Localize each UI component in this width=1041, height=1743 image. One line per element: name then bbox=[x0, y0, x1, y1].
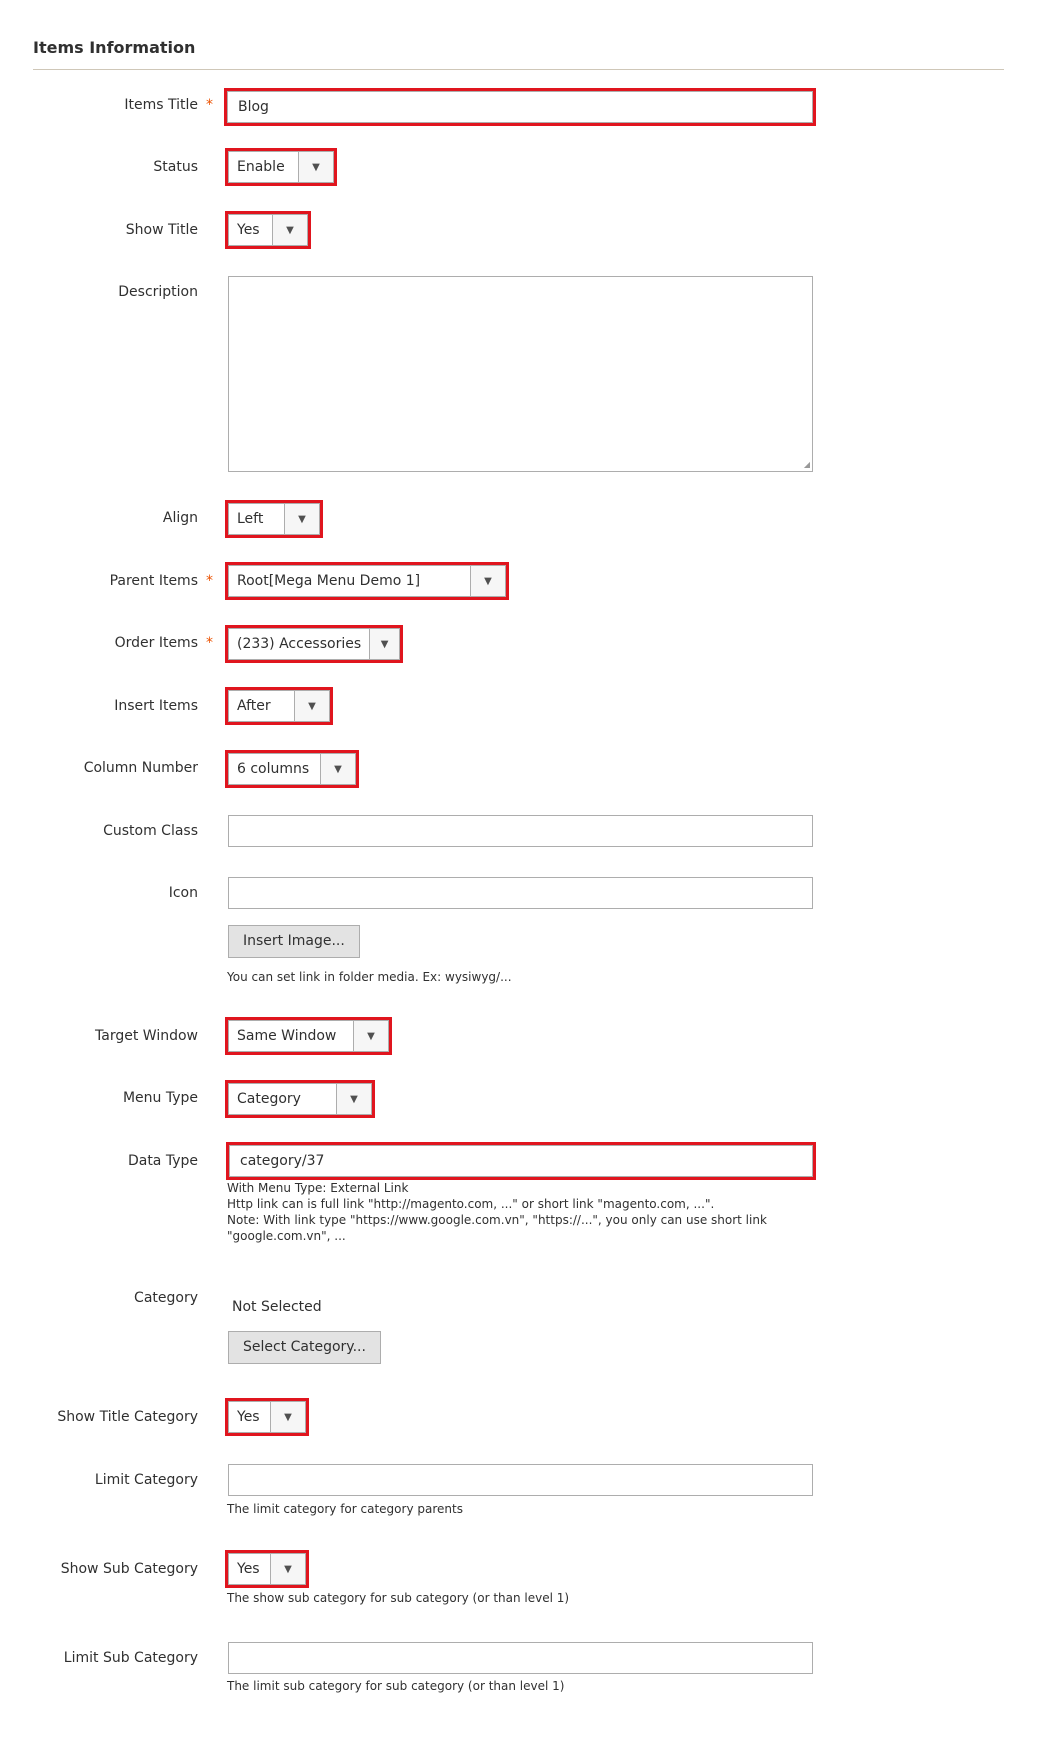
show-sub-category-label: Show Sub Category bbox=[60, 1561, 198, 1577]
show-title-category-select[interactable] bbox=[228, 1401, 306, 1433]
limit-sub-category-label: Limit Sub Category bbox=[63, 1650, 198, 1666]
chevron-down-icon: ▼ bbox=[270, 1554, 305, 1584]
target-window-label: Target Window bbox=[95, 1028, 198, 1044]
chevron-down-icon: ▼ bbox=[369, 629, 399, 659]
menu-type-select[interactable] bbox=[228, 1083, 372, 1115]
column-number-value: 6 columns bbox=[237, 761, 310, 777]
required-marker: * bbox=[206, 573, 213, 589]
data-type-input[interactable]: category/37 bbox=[229, 1145, 813, 1177]
chevron-down-icon: ▼ bbox=[272, 215, 307, 245]
status-label: Status bbox=[153, 159, 198, 175]
align-label: Align bbox=[162, 510, 198, 526]
insert-image-button[interactable]: Insert Image... bbox=[228, 925, 360, 958]
required-marker: * bbox=[206, 97, 213, 113]
custom-class-input[interactable] bbox=[228, 815, 813, 847]
items-title-input[interactable]: Blog bbox=[227, 91, 813, 123]
select-category-button[interactable]: Select Category... bbox=[228, 1331, 381, 1364]
insert-items-label: Insert Items bbox=[114, 698, 198, 714]
items-title-label: Items Title bbox=[124, 97, 198, 113]
order-items-label: Order Items bbox=[114, 635, 198, 651]
show-title-select[interactable] bbox=[228, 214, 308, 246]
chevron-down-icon: ▼ bbox=[284, 504, 319, 534]
resize-grip-icon[interactable]: ◢ bbox=[803, 460, 810, 469]
section-title: Items Information bbox=[33, 38, 196, 57]
parent-items-select[interactable] bbox=[228, 565, 506, 597]
category-label: Category bbox=[134, 1290, 198, 1306]
parent-items-label: Parent Items bbox=[109, 573, 198, 589]
status-select[interactable] bbox=[228, 151, 334, 183]
target-window-select[interactable] bbox=[228, 1020, 389, 1052]
limit-category-label: Limit Category bbox=[94, 1472, 198, 1488]
data-type-note-line: With Menu Type: External Link bbox=[227, 1181, 409, 1195]
limit-sub-category-input[interactable] bbox=[228, 1642, 813, 1674]
show-title-label: Show Title bbox=[125, 222, 198, 238]
icon-input[interactable] bbox=[228, 877, 813, 909]
data-type-note bbox=[227, 1180, 767, 1244]
chevron-down-icon: ▼ bbox=[320, 754, 355, 784]
category-value: Not Selected bbox=[232, 1299, 322, 1315]
show-sub-category-note: The show sub category for sub category (or than level 1) bbox=[227, 1591, 570, 1605]
custom-class-label: Custom Class bbox=[103, 823, 198, 839]
chevron-down-icon: ▼ bbox=[336, 1084, 371, 1114]
chevron-down-icon: ▼ bbox=[298, 152, 333, 182]
align-select[interactable] bbox=[228, 503, 320, 535]
order-items-select[interactable] bbox=[228, 628, 400, 660]
column-number-label: Column Number bbox=[83, 760, 198, 776]
icon-label: Icon bbox=[168, 885, 198, 901]
data-type-note-line: Note: With link type "https://www.google.com.vn", "https://...", you only can use short link bbox=[227, 1213, 767, 1227]
limit-sub-category-note: The limit sub category for sub category (or than level 1) bbox=[227, 1679, 565, 1693]
order-items-value: (233) Accessories bbox=[237, 636, 362, 652]
menu-type-value: Category bbox=[237, 1091, 301, 1107]
show-title-category-label: Show Title Category bbox=[57, 1409, 198, 1425]
data-type-label: Data Type bbox=[127, 1153, 198, 1169]
chevron-down-icon: ▼ bbox=[470, 566, 505, 596]
chevron-down-icon: ▼ bbox=[353, 1021, 388, 1051]
status-value: Enable bbox=[237, 159, 285, 175]
column-number-select[interactable] bbox=[228, 753, 356, 785]
insert-items-value: After bbox=[237, 698, 271, 714]
insert-items-select[interactable] bbox=[228, 690, 330, 722]
icon-note: You can set link in folder media. Ex: wysiwyg/... bbox=[227, 970, 512, 984]
limit-category-note: The limit category for category parents bbox=[227, 1502, 463, 1516]
show-title-category-value: Yes bbox=[237, 1409, 260, 1425]
align-value: Left bbox=[237, 511, 264, 527]
chevron-down-icon: ▼ bbox=[270, 1402, 305, 1432]
description-textarea[interactable] bbox=[228, 276, 813, 472]
limit-category-input[interactable] bbox=[228, 1464, 813, 1496]
data-type-note-line: Http link can is full link "http://magento.com, ..." or short link "magento.com, ...". bbox=[227, 1197, 715, 1211]
required-marker: * bbox=[206, 635, 213, 651]
show-sub-category-value: Yes bbox=[237, 1561, 260, 1577]
description-label: Description bbox=[118, 284, 198, 300]
show-title-value: Yes bbox=[237, 222, 260, 238]
section-divider bbox=[33, 69, 1004, 70]
show-sub-category-select[interactable] bbox=[228, 1553, 306, 1585]
chevron-down-icon: ▼ bbox=[294, 691, 329, 721]
parent-items-value: Root[Mega Menu Demo 1] bbox=[237, 573, 421, 589]
target-window-value: Same Window bbox=[237, 1028, 337, 1044]
data-type-note-line: "google.com.vn", ... bbox=[227, 1229, 346, 1243]
menu-type-label: Menu Type bbox=[122, 1090, 198, 1106]
